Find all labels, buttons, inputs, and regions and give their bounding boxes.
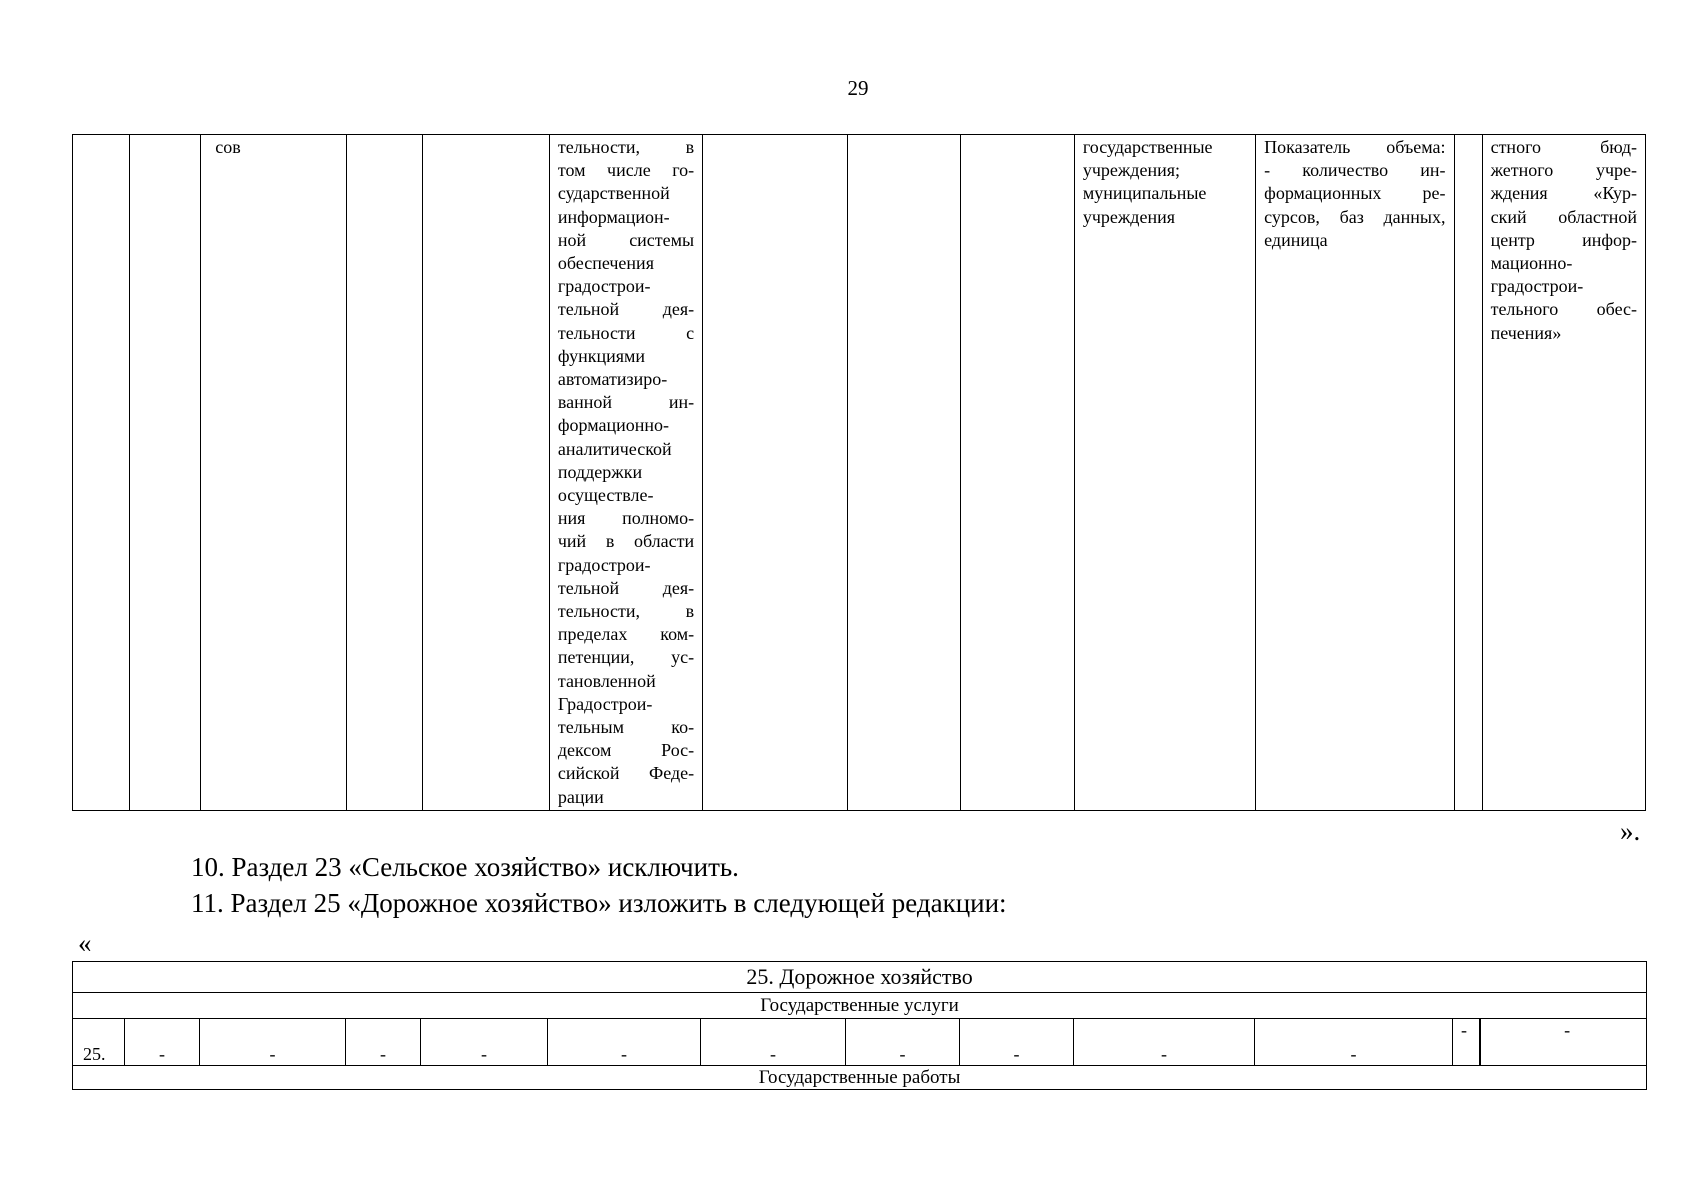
text-line: ский областной — [1490, 206, 1637, 227]
text-line: тельного обес- — [1490, 299, 1637, 320]
text-line: учреждения — [1082, 206, 1175, 227]
text-line: том числе го- — [557, 160, 695, 181]
text-line: муниципальные — [1082, 183, 1207, 204]
text-line: центр инфор- — [1490, 229, 1637, 250]
table-cell — [960, 135, 1074, 811]
text-line: ванной ин- — [557, 392, 695, 413]
text-line: градострои- — [557, 554, 651, 575]
text-line: тельной дея- — [557, 299, 695, 320]
text-line: аналитической — [557, 438, 672, 459]
text-line: чий в области — [557, 531, 695, 552]
cell-divider — [1479, 1019, 1481, 1065]
text-line: тельности, в — [557, 601, 695, 622]
text-line: пределах ком- — [557, 624, 695, 645]
road-economy-table — [72, 961, 1647, 1090]
text-line: учреждения; — [1082, 160, 1180, 181]
text-line: единица — [1264, 229, 1328, 250]
services-subheading: Государственные услуги — [73, 993, 1647, 1019]
text-line: мационно- — [1490, 253, 1573, 274]
opening-quote: « — [78, 928, 92, 958]
dash-cell: - — [200, 1019, 346, 1066]
text-line: рации — [557, 786, 604, 807]
dash-cell: - — [846, 1019, 960, 1066]
text-line: ной системы — [557, 229, 695, 250]
text-line: тановленной — [557, 670, 656, 691]
split-dash-cell — [1453, 1019, 1647, 1066]
table-cell — [347, 135, 422, 811]
text-line: - количество ин- — [1264, 160, 1446, 181]
text-line: тельности с — [557, 322, 695, 343]
table-cell — [848, 135, 960, 811]
text-line: информацион- — [557, 206, 670, 227]
table-cell-consumers — [1074, 135, 1255, 811]
paragraph-10: 10. Раздел 23 «Сельское хозяйство» исключить. — [191, 852, 739, 882]
text-line: жетного учре- — [1490, 160, 1637, 181]
dash-cell: - — [548, 1019, 701, 1066]
text-line: ния полномо- — [557, 508, 695, 529]
text-line: Показатель объема: — [1264, 137, 1446, 157]
dash-cell: - — [421, 1019, 548, 1066]
table-cell — [73, 135, 130, 811]
text-line: функциями — [557, 345, 646, 366]
text-line: осуществле- — [557, 485, 654, 506]
text-line: Градострои- — [557, 693, 653, 714]
closing-quote: ». — [1620, 816, 1641, 846]
table-cell — [1454, 135, 1482, 811]
text-line: формационно- — [557, 415, 670, 436]
works-subheading: Государственные работы — [73, 1066, 1647, 1090]
text-line: тельности, в — [557, 137, 695, 157]
text-line: ждения «Кур- — [1490, 183, 1637, 204]
row-number: 25. — [73, 1019, 125, 1066]
dash-cell: - — [701, 1019, 846, 1066]
dash-cell: - — [1255, 1019, 1453, 1066]
text-line: петенции, ус- — [557, 647, 695, 668]
section-heading: 25. Дорожное хозяйство — [73, 962, 1647, 993]
dash-cell: - — [346, 1019, 421, 1066]
table-cell-volume-indicator — [1256, 135, 1454, 811]
table-cell-service-name — [201, 135, 347, 811]
continued-services-table — [72, 134, 1646, 811]
text-line: автоматизиро- — [557, 369, 668, 390]
dash-cell: - — [125, 1019, 200, 1066]
text-line: градострои- — [557, 276, 651, 297]
text-line: тельным ко- — [557, 717, 695, 738]
dash-cell: - — [960, 1019, 1074, 1066]
text-line: сурсов, баз данных, — [1264, 206, 1446, 227]
dash-cell: - — [1074, 1019, 1255, 1066]
dash-left: - — [1461, 1020, 1467, 1040]
table-cell — [130, 135, 201, 811]
table-cell-institution — [1482, 135, 1645, 811]
text-line: поддержки — [557, 461, 643, 482]
text-line: сударственной — [557, 183, 670, 204]
text-line: печения» — [1490, 322, 1562, 343]
text-line: сийской Феде- — [557, 763, 695, 784]
page-number: 29 — [847, 76, 869, 100]
text-line: государственные — [1082, 137, 1213, 157]
table-cell-content-description — [549, 135, 702, 811]
dash-right: - — [1564, 1020, 1571, 1040]
text-line: стного бюд- — [1490, 137, 1637, 157]
paragraph-11: 11. Раздел 25 «Дорожное хозяйство» изложить в следующей редакции: — [191, 888, 1007, 918]
text-line: формационных ре- — [1264, 183, 1446, 204]
cell-text: сов — [215, 137, 241, 157]
table-cell — [422, 135, 549, 811]
table-cell — [703, 135, 848, 811]
text-line: тельной дея- — [557, 577, 695, 598]
text-line: дексом Рос- — [557, 740, 695, 761]
text-line: обеспечения — [557, 253, 654, 274]
text-line: градострои- — [1490, 276, 1584, 297]
